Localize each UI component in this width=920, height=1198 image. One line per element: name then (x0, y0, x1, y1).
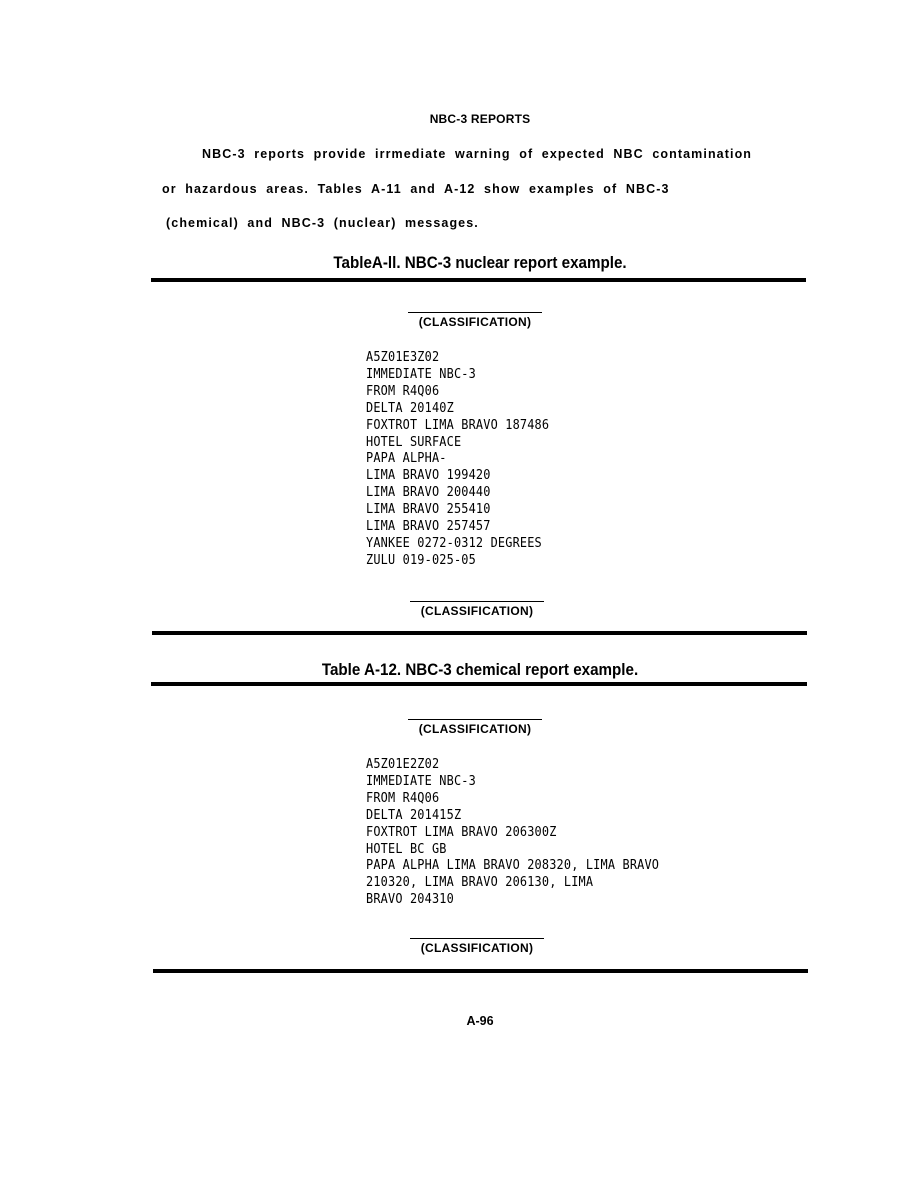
message-line: LIMA BRAVO 257457 (366, 518, 491, 535)
classification-label: (CLASSIFICATION) (418, 315, 532, 329)
classification-overline (410, 601, 544, 602)
page-number: A-96 (466, 1014, 494, 1028)
message-line: BRAVO 204310 (366, 891, 454, 908)
paragraph-line-2: or hazardous areas. Tables A-11 and A-12 show examples of NBC-3 (162, 182, 670, 196)
classification-marking-bottom (410, 601, 544, 618)
paragraph-line-3: (chemical) and NBC-3 (nuclear) messages. (166, 216, 479, 230)
message-line: LIMA BRAVO 200440 (366, 484, 491, 501)
table-chemical-top-rule (151, 682, 807, 686)
classification-marking-top (408, 312, 542, 329)
message-line: A5Z01E2Z02 (366, 756, 440, 772)
classification-overline (408, 719, 542, 720)
message-line: A5Z01E3Z02 (366, 349, 440, 365)
message-line: FROM R4Q06 (366, 789, 440, 806)
paragraph-line-1: NBC-3 reports provide irrmediate warning of expected NBC contamination (202, 147, 753, 161)
message-line: FOXTROT LIMA BRAVO 187486 (366, 416, 550, 433)
classification-label: (CLASSIFICATION) (418, 722, 532, 736)
table-nuclear-bottom-rule (152, 631, 807, 635)
classification-marking-bottom (410, 938, 544, 955)
classification-label: (CLASSIFICATION) (420, 604, 534, 618)
message-line: FROM R4Q06 (366, 382, 440, 399)
message-line: IMMEDIATE NBC-3 (366, 772, 476, 789)
message-line: PAPA ALPHA LIMA BRAVO 208320, LIMA BRAVO (366, 857, 660, 874)
classification-marking-top (408, 719, 542, 736)
classification-overline (408, 312, 542, 313)
table-nuclear-top-rule (151, 278, 806, 282)
message-line: HOTEL SURFACE (366, 433, 462, 450)
message-line: DELTA 201415Z (366, 806, 462, 823)
message-line: LIMA BRAVO 255410 (366, 501, 491, 518)
table-chemical-bottom-rule (153, 969, 808, 973)
message-line: YANKEE 0272-0312 DEGREES (366, 534, 542, 551)
message-line: PAPA ALPHA- (366, 450, 447, 467)
message-line: ZULU 019-025-05 (366, 551, 476, 568)
section-heading: NBC-3 REPORTS (429, 112, 531, 126)
message-line: LIMA BRAVO 199420 (366, 467, 491, 484)
classification-label: (CLASSIFICATION) (420, 941, 534, 955)
message-line: IMMEDIATE NBC-3 (366, 365, 476, 382)
classification-overline (410, 938, 544, 939)
message-line: 210320, LIMA BRAVO 206130, LIMA (366, 874, 594, 891)
message-line: HOTEL BC GB (366, 840, 447, 857)
nuclear-message-block (366, 349, 549, 569)
message-line: DELTA 20140Z (366, 399, 454, 416)
chemical-message-block (366, 756, 659, 908)
table-nuclear-caption: TableA-ll. NBC-3 nuclear report example. (333, 254, 627, 272)
table-chemical-caption: Table A-12. NBC-3 chemical report example. (321, 661, 639, 679)
message-line: FOXTROT LIMA BRAVO 206300Z (366, 823, 557, 840)
